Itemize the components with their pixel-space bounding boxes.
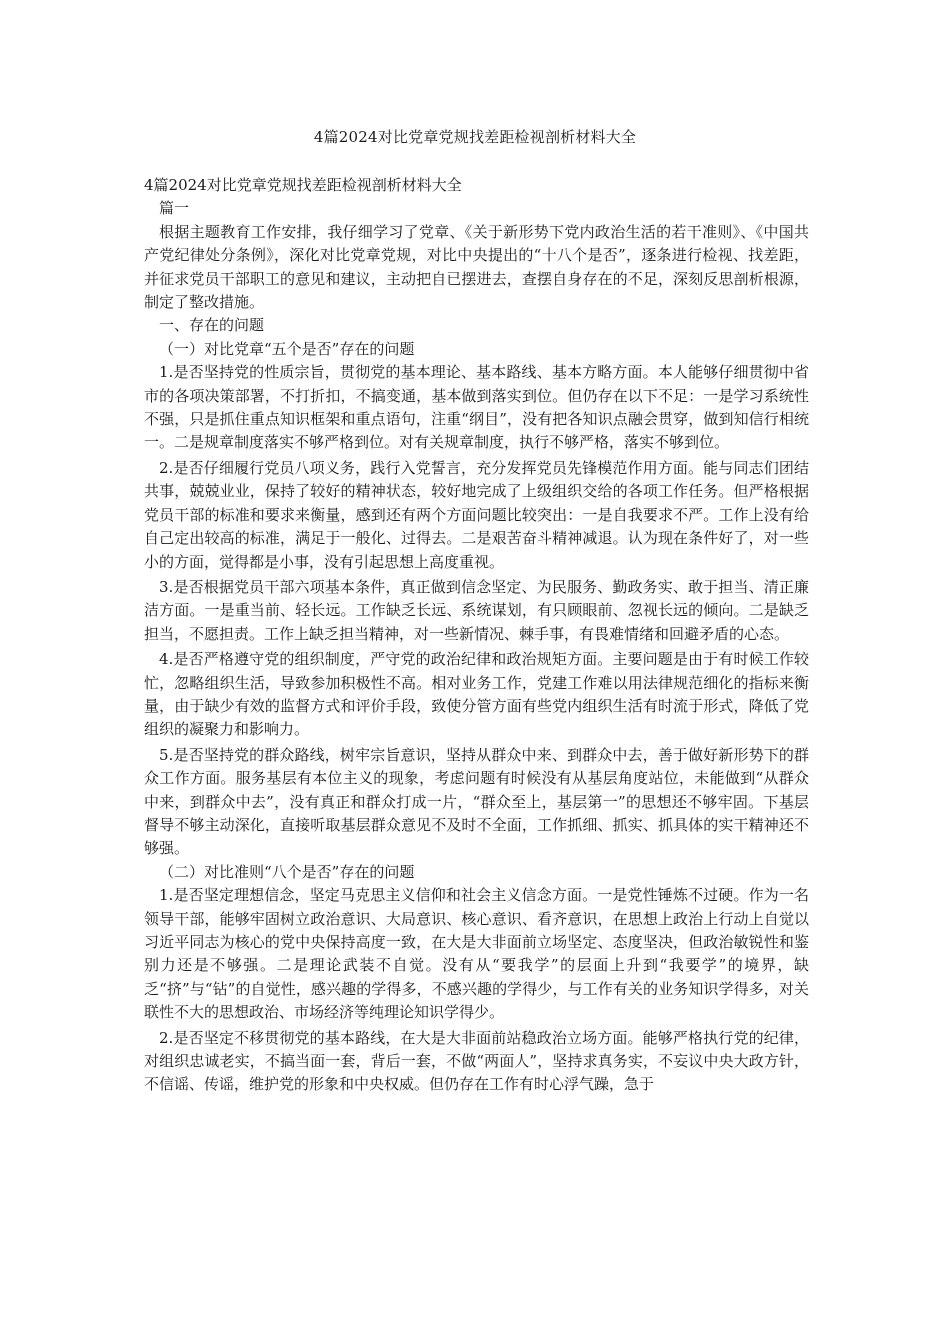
document-subtitle: 4篇2024对比党章党规找差距检视剖析材料大全 — [144, 176, 462, 194]
body-paragraph: 5.是否坚持党的群众路线，树牢宗旨意识，坚持从群众中来、到群众中去，善于做好新形势下的群众工作方面。服务基层有本位主义的现象，考虑问题有时候没有从基层角度站位，未能做到“从群众中来，到群众中去”，没有真正和群众打成一片，“群众至上，基层第一”的思想还不够牢固。下基层督导不够主动深化，直接听取基层群众意见不及时不全面，工作抓细、抓实、抓具体的实干精神还不够强。 — [144, 745, 809, 858]
body-paragraph: 3.是否根据党员干部六项基本条件，真正做到信念坚定、为民服务、勤政务实、敢于担当、清正廉洁方面。一是重当前、轻长远。工作缺乏长远、系统谋划，有只顾眼前、忽视长远的倾向。二是缺乏担当，不愿担责。工作上缺乏担当精神，对一些新情况、棘手事，有畏难情绪和回避矛盾的心态。 — [144, 577, 809, 643]
section-heading: 一、存在的问题 — [159, 316, 265, 335]
body-paragraph: 1.是否坚定理想信念，坚定马克思主义信仰和社会主义信念方面。一是党性锤炼不过硬。作为一名领导干部，能够牢固树立政治意识、大局意识、核心意识、看齐意识，在思想上政治上行动上自觉以习近平同志为核心的党中央保持高度一致，在大是大非面前立场坚定、态度坚决，但政治敏锐性和鉴别力还是不够强。二是理论武装不自觉。没有从“要我学”的层面上升到“我要学”的境界，缺乏“挤”与“钻”的自觉性，感兴趣的学得多，不感兴趣的学得少，与工作有关的业务知识学得多，对关联性不大的思想政治、市场经济等纯理论知识学得少。 — [144, 886, 809, 1022]
body-paragraph: 2.是否仔细履行党员八项义务，践行入党誓言，充分发挥党员先锋模范作用方面。能与同志们团结共事，兢兢业业，保持了较好的精神状态，较好地完成了上级组织交给的各项工作任务。但严格根据党员干部的标准和要求来衡量，感到还有两个方面问题比较突出：一是自我要求不严。工作上没有给自己定出较高的标准，满足于一般化、过得去。二是艰苦奋斗精神减退。认为现在条件好了，对一些小的方面，觉得都是小事，没有引起思想上高度重视。 — [144, 458, 809, 571]
subsection-heading: （一）对比党章“五个是否”存在的问题 — [159, 339, 415, 358]
subsection-heading: （二）对比准则“八个是否”存在的问题 — [159, 862, 415, 881]
body-paragraph: 2.是否坚定不移贯彻党的基本路线，在大是大非面前站稳政治立场方面。能够严格执行党的纪律，对组织忠诚老实，不搞当面一套，背后一套，不做“两面人”，坚持求真务实，不妄议中央大政方针，不信谣、传谣，维护党的形象和中央权威。但仍存在工作有时心浮气躁，急于 — [144, 1028, 809, 1094]
intro-paragraph: 根据主题教育工作安排，我仔细学习了党章、《关于新形势下党内政治生活的若干准则》、《中国共产党纪律处分条例》，深化对比党章党规，对比中央提出的“十八个是否”，逐条进行检视、找差距，并征求党员干部职工的意见和建议，主动把自已摆进去，查摆自身存在的不足，深刻反思剖析根源，制定了整改措施。 — [144, 222, 809, 312]
document-body — [144, 174, 809, 1097]
document-title: 4篇2024对比党章党规找差距检视剖析材料大全 — [313, 128, 637, 146]
part-heading: 篇一 — [159, 199, 190, 218]
body-paragraph: 1.是否坚持党的性质宗旨，贯彻党的基本理论、基本路线、基本方略方面。本人能够仔细贯彻中省市的各项决策部署，不打折扣，不搞变通，基本做到落实到位。但仍存在以下不足：一是学习系统性不强，只是抓住重点知识框架和重点语句，注重“纲目”，没有把各知识点融会贯穿，做到知信行相统一。二是规章制度落实不够严格到位。对有关规章制度，执行不够严格，落实不够到位。 — [144, 363, 809, 452]
body-paragraph: 4.是否严格遵守党的组织制度，严守党的政治纪律和政治规矩方面。主要问题是由于有时候工作较忙，忽略组织生活，导致参加积极性不高。相对业务工作，党建工作难以用法律规范细化的指标来衡量，由于缺少有效的监督方式和评价手段，致使分管方面有些党内组织生活有时流于形式，降低了党组织的凝聚力和影响力。 — [144, 650, 809, 739]
